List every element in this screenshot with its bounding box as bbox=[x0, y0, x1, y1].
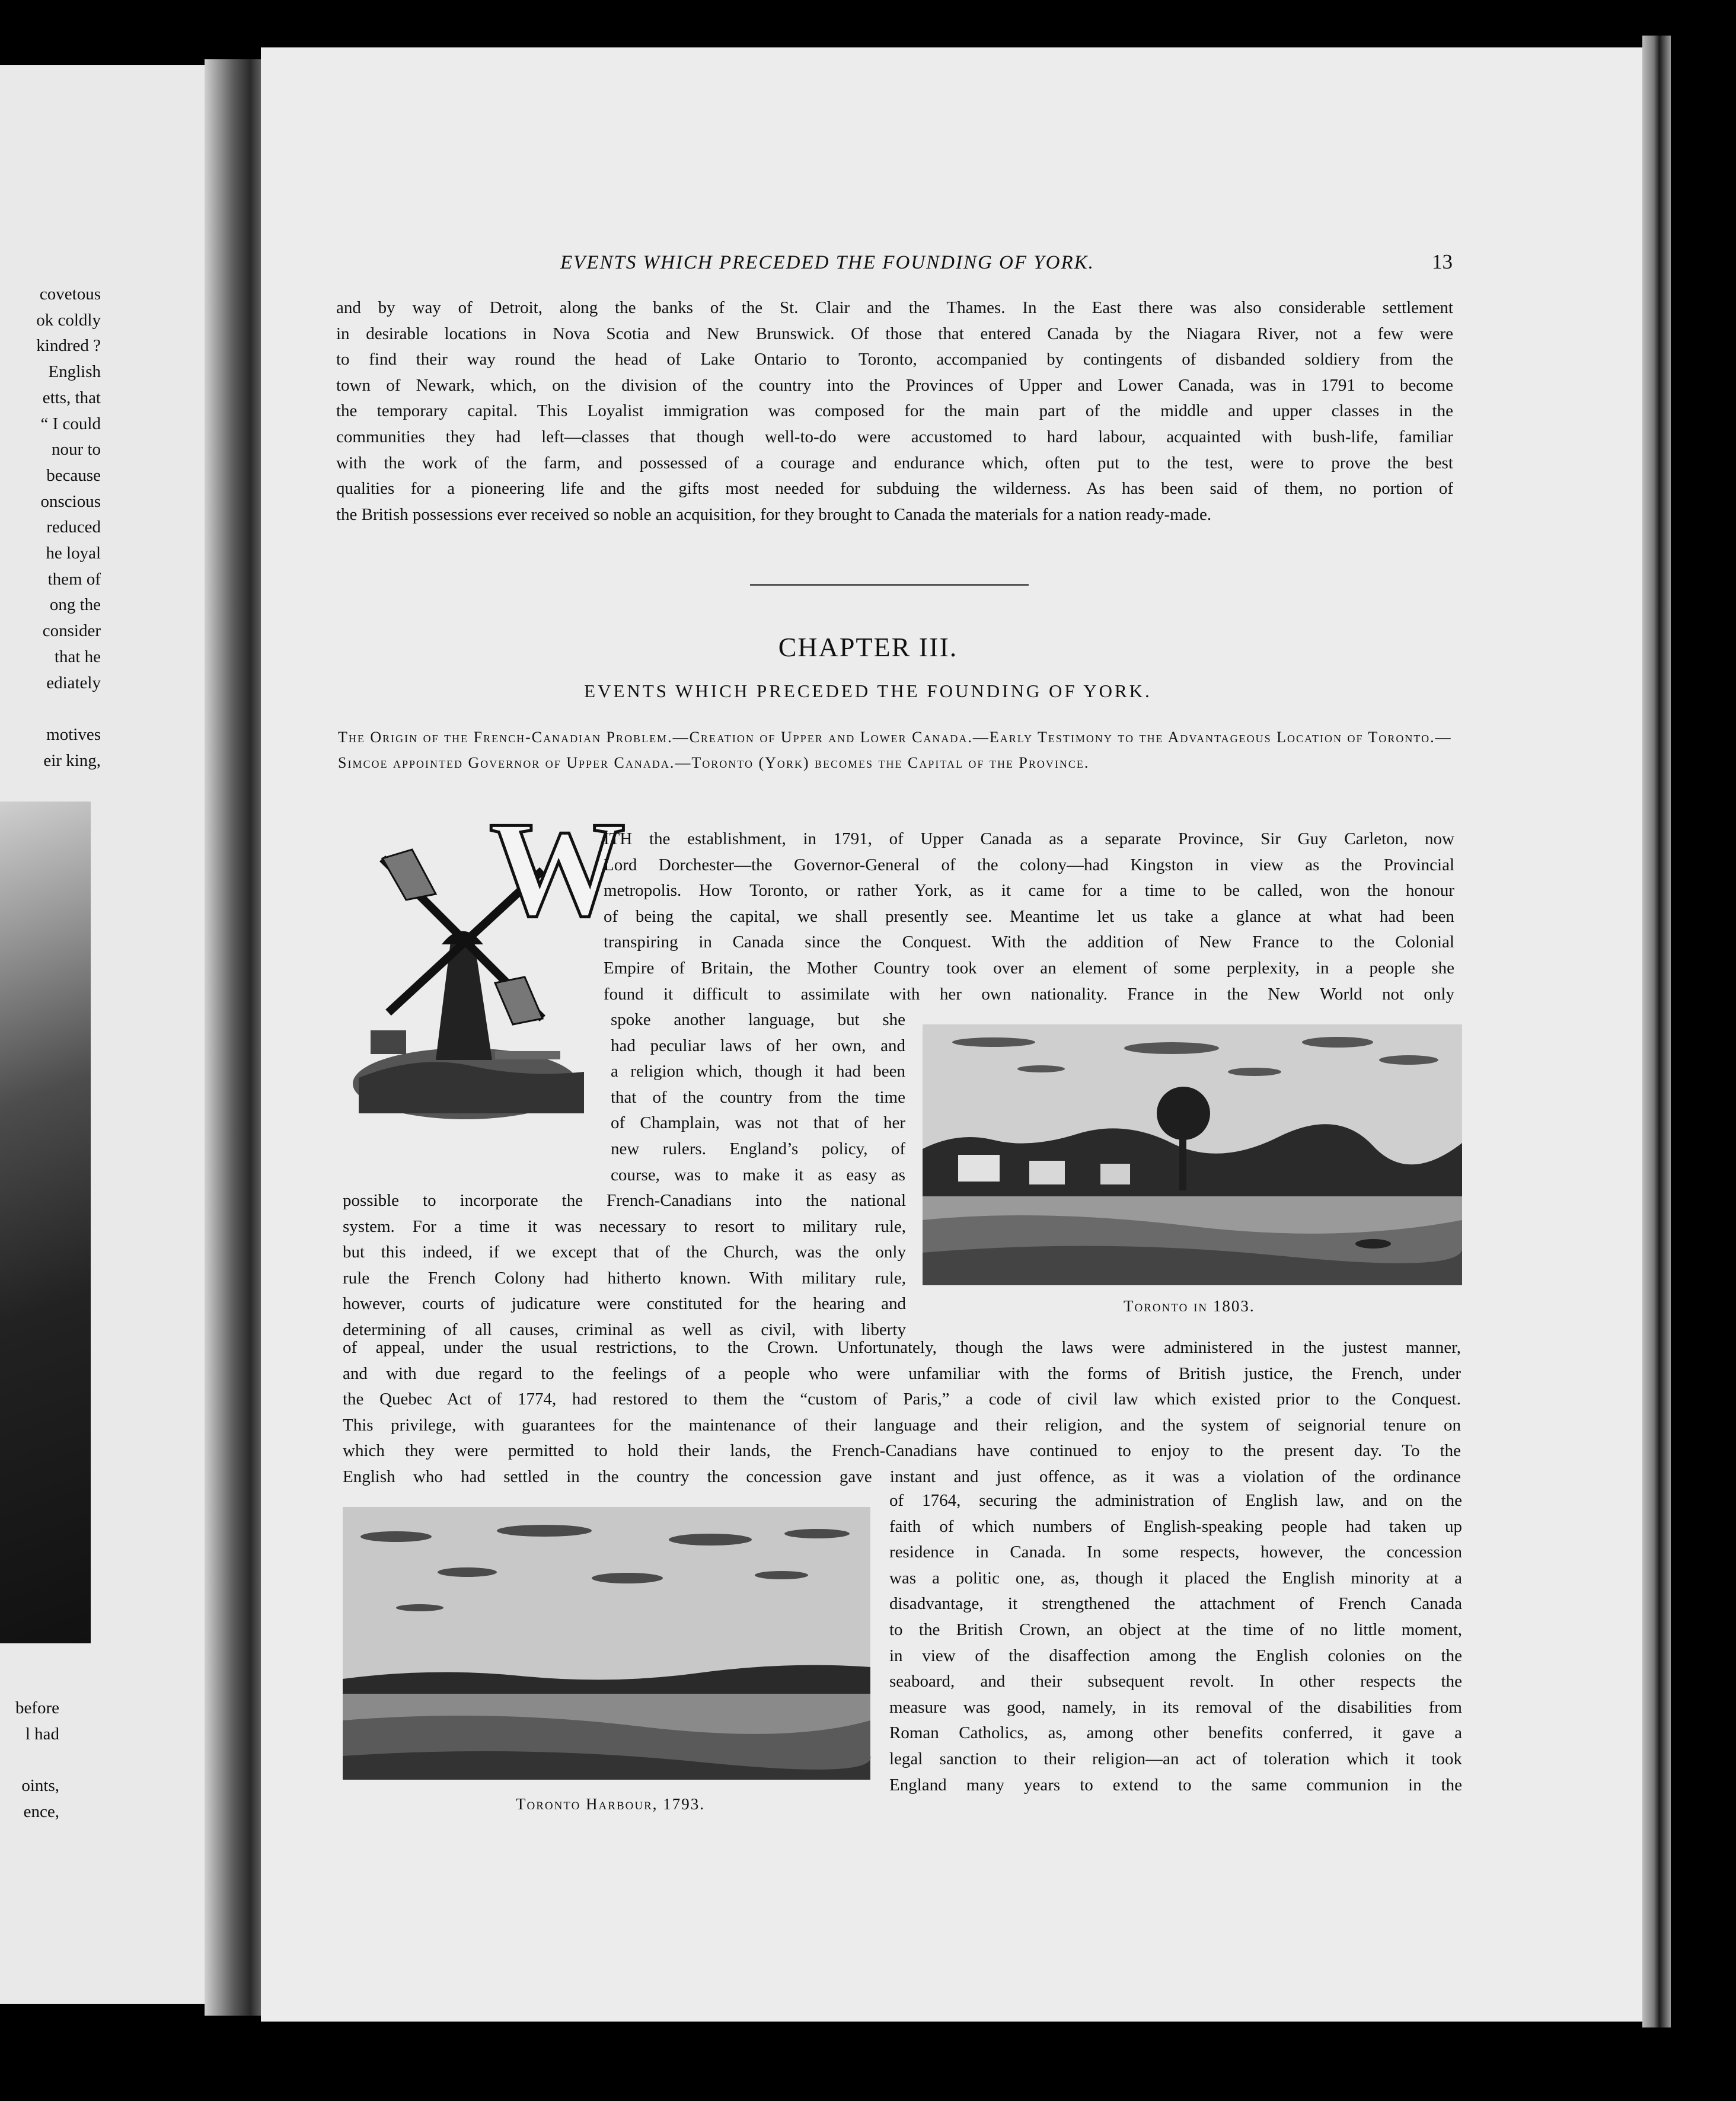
text-line: the British possessions ever received so noble an acquisition, for they brought to Canada the materials for a nation ready-made. bbox=[336, 505, 1212, 524]
left-page-line: ence, bbox=[23, 1802, 59, 1821]
text-line: This privilege, with guarantees for the maintenance of their language and their religion, and the system of seignorial tenure on bbox=[343, 1415, 1461, 1435]
left-page-line: motives bbox=[46, 724, 101, 744]
left-page-line: he loyal bbox=[46, 544, 101, 563]
left-page-text-bottom bbox=[0, 1696, 59, 1825]
body-text-right-of-figure bbox=[889, 1488, 1462, 1798]
text-line: determining of all causes, criminal as well as civil, with liberty bbox=[343, 1320, 906, 1339]
text-line: with the work of the farm, and possessed of a courage and endurance which, often put to the test, were to prove the best bbox=[336, 453, 1453, 472]
text-line: Lord Dorchester—the Governor-General of the colony—had Kingston in view as the Provincial bbox=[604, 855, 1454, 874]
text-line: metropolis. How Toronto, or rather York, as it came for a time to be called, won the honour bbox=[604, 881, 1454, 901]
left-page-line: consider bbox=[42, 621, 101, 641]
left-page-line: because bbox=[46, 465, 101, 485]
text-line: the temporary capital. This Loyalist immigration was composed for the main part of the middle and upper classes in the bbox=[336, 401, 1453, 421]
left-page-line: covetous bbox=[39, 285, 101, 304]
text-line: was a politic one, as, though it placed the English minority at a bbox=[889, 1568, 1462, 1588]
left-page-line: reduced bbox=[46, 518, 101, 537]
text-line: of 1764, securing the administration of English law, and on the bbox=[889, 1491, 1462, 1510]
chapter-synopsis: The Origin of the French-Canadian Problem.—Creation of Upper and Lower Canada.—Early Testimony to the Advantageous Location of Toronto.—Simcoe appointed Governor of Upper Canada.—Toronto (York) becomes the Capital of the Province. bbox=[338, 729, 1452, 771]
text-line: possible to incorporate the French-Canadians into the national bbox=[343, 1191, 906, 1210]
left-page-line: ong the bbox=[49, 595, 101, 615]
book-gutter bbox=[205, 59, 270, 2016]
text-line: of being the capital, we shall presently see. Meantime let us take a glance at what had been bbox=[604, 906, 1454, 926]
text-line: to the British Crown, an object at the time of no little moment, bbox=[889, 1620, 1462, 1639]
text-line: Empire of Britain, the Mother Country took over an element of some perplexity, in a people she bbox=[604, 958, 1454, 978]
text-line: disadvantage, it strengthened the attachment of French Canada bbox=[889, 1594, 1462, 1614]
page-number: 13 bbox=[1432, 250, 1453, 273]
left-page-line bbox=[0, 1747, 59, 1773]
text-line: qualities for a pioneering life and the gifts most needed for subduing the wilderness. As has been said of them, no portion of bbox=[336, 479, 1453, 499]
text-line: a religion which, though it had been bbox=[611, 1062, 905, 1081]
text-line: of appeal, under the usual restrictions, to the Crown. Unfortunately, though the laws were administered in the justest manner, bbox=[343, 1338, 1461, 1357]
left-page-line: oints, bbox=[21, 1776, 59, 1796]
text-line: and by way of Detroit, along the banks of the St. Clair and the Thames. In the East there was also considerable settlement bbox=[336, 298, 1453, 317]
text-line: ITH the establishment, in 1791, of Upper Canada as a separate Province, Sir Guy Carleton, now bbox=[604, 829, 1454, 848]
text-line: spoke another language, but she bbox=[611, 1010, 905, 1029]
text-line: English who had settled in the country the concession gave instant and just offence, as it was a violation of the ordinance bbox=[343, 1467, 1461, 1486]
running-head: EVENTS WHICH PRECEDED THE FOUNDING OF YORK. bbox=[560, 252, 1094, 273]
chapter-title: CHAPTER III. bbox=[778, 632, 958, 662]
text-line: to find their way round the head of Lake Ontario to Toronto, accompanied by contingents of disbanded soldiery from the bbox=[336, 350, 1453, 369]
left-page-line: “ I could bbox=[40, 414, 101, 433]
figure-toronto-harbour-1793 bbox=[343, 1507, 870, 1780]
text-line: Roman Catholics, as, among other benefits conferred, it gave a bbox=[889, 1723, 1462, 1743]
text-line: legal sanction to their religion—an act of toleration which it took bbox=[889, 1749, 1462, 1768]
text-line: had peculiar laws of her own, and bbox=[611, 1036, 905, 1055]
left-page-line: kindred ? bbox=[36, 336, 101, 356]
left-page-line: them of bbox=[47, 569, 101, 589]
left-page-line: ok coldly bbox=[36, 310, 101, 330]
left-page-line: before bbox=[15, 1698, 59, 1717]
text-line: seaboard, and their subsequent revolt. In other respects the bbox=[889, 1672, 1462, 1691]
left-page-line: onscious bbox=[40, 491, 101, 511]
text-line: course, was to make it as easy as bbox=[611, 1165, 905, 1184]
left-page-line: that he bbox=[54, 647, 101, 666]
text-line: residence in Canada. In some respects, however, the concession bbox=[889, 1543, 1462, 1562]
text-line: the Quebec Act of 1774, had restored to them the “custom of Paris,” a code of civil law which existed prior to the Conquest. bbox=[343, 1390, 1461, 1409]
left-page-line: ediately bbox=[46, 673, 101, 692]
text-line: but this indeed, if we except that of the Church, was the only bbox=[343, 1243, 906, 1262]
left-page-line: English bbox=[48, 362, 101, 382]
text-line: system. For a time it was necessary to resort to military rule, bbox=[343, 1216, 906, 1236]
drop-cap-letter: W bbox=[489, 793, 626, 944]
left-page-line: etts, that bbox=[42, 388, 101, 407]
page-edge-stack bbox=[1642, 36, 1671, 2027]
text-line: communities they had left—classes that though well-to-do were accustomed to hard labour, acquainted with bush-life, familiar bbox=[336, 427, 1453, 446]
figure-toronto-1803 bbox=[923, 1024, 1462, 1285]
body-text-narrow bbox=[611, 1007, 905, 1188]
opening-paragraph bbox=[604, 826, 1454, 1007]
chapter-subtitle: EVENTS WHICH PRECEDED THE FOUNDING OF YORK. bbox=[584, 681, 1152, 701]
section-divider bbox=[750, 584, 1029, 586]
top-paragraph bbox=[336, 295, 1453, 528]
body-text-full-width bbox=[343, 1335, 1461, 1490]
left-page-line: l had bbox=[25, 1724, 59, 1744]
text-line: and with due regard to the feelings of a people who were unfamiliar with the forms of British justice, the French, under bbox=[343, 1364, 1461, 1383]
text-line: faith of which numbers of English-speaking people had taken up bbox=[889, 1516, 1462, 1536]
left-page-line: nour to bbox=[52, 440, 101, 459]
figure-toronto-1803-caption: Toronto in 1803. bbox=[1124, 1297, 1255, 1315]
left-page-illustration bbox=[0, 802, 91, 1643]
windmill-dropcap-illustration bbox=[347, 793, 626, 1128]
text-line: that of the country from the time bbox=[611, 1087, 905, 1107]
text-line: however, courts of judicature were constituted for the hearing and bbox=[343, 1294, 906, 1314]
left-page-line: eir king, bbox=[43, 751, 101, 770]
text-line: of Champlain, was not that of her bbox=[611, 1113, 905, 1133]
text-line: which they were permitted to hold their lands, the French-Canadians have continued to enjoy to the present day. To the bbox=[343, 1441, 1461, 1461]
text-line: in desirable locations in Nova Scotia and New Brunswick. Of those that entered Canada by the Niagara River, not a few were bbox=[336, 324, 1453, 343]
text-line: in view of the disaffection among the English colonies on the bbox=[889, 1646, 1462, 1665]
body-text-left-of-figure bbox=[343, 1188, 906, 1343]
text-line: England many years to extend to the same communion in the bbox=[889, 1775, 1462, 1795]
text-line: town of Newark, which, on the division of the country into the Provinces of Upper and Lower Canada, was in 1791 to become bbox=[336, 375, 1453, 395]
figure-toronto-harbour-1793-caption: Toronto Harbour, 1793. bbox=[516, 1795, 705, 1813]
text-line: transpiring in Canada since the Conquest. With the addition of New France to the Colonial bbox=[604, 933, 1454, 952]
text-line: found it difficult to assimilate with her own nationality. France in the New World not only bbox=[604, 984, 1454, 1004]
text-line: new rulers. England’s policy, of bbox=[611, 1139, 905, 1158]
text-line: measure was good, namely, in its removal of the disabilities from bbox=[889, 1697, 1462, 1717]
text-line: rule the French Colony had hitherto known. With military rule, bbox=[343, 1268, 906, 1288]
